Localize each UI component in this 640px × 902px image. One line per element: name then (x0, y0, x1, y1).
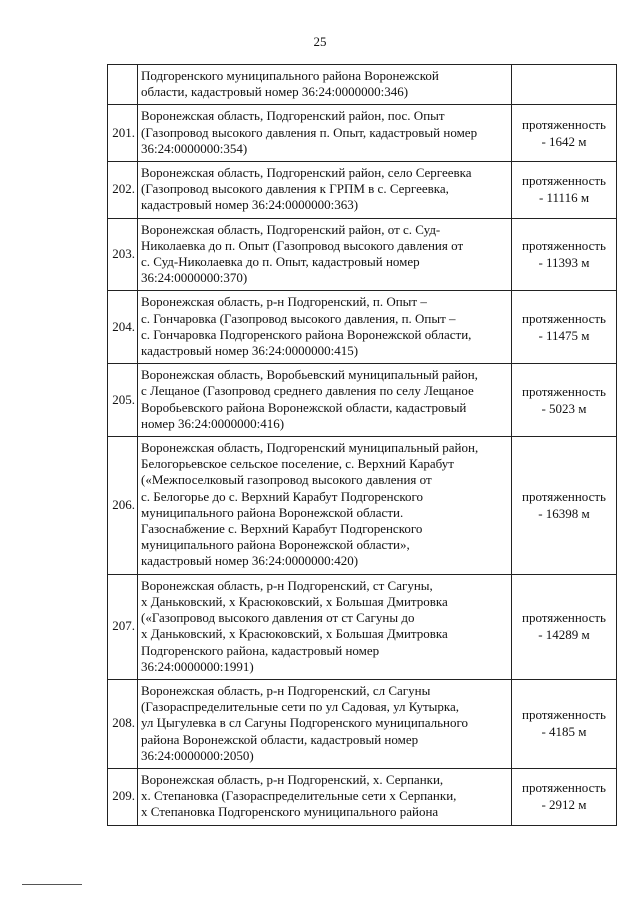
address-line: (Газопровод высокого давления п. Опыт, кадастровый номер (141, 124, 478, 140)
address-cell (138, 574, 512, 679)
row-number: 206. (108, 437, 138, 575)
length-label: протяженность (522, 383, 606, 399)
address-line: Воронежская область, Подгоренский район, от с. Суд- (141, 221, 441, 237)
address-line: («Газопровод высокого давления от ст Сагуны до (141, 610, 415, 626)
address-line: Воронежская область, р-н Подгоренский, сл Сагуны (141, 682, 431, 698)
address-line: с. Гончаровка Подгоренского района Воронежской области, (141, 326, 472, 342)
address-cell (138, 768, 512, 825)
address-line: кадастровый номер 36:24:0000000:415) (141, 343, 359, 359)
address-cell (138, 162, 512, 219)
address-line: Воронежская область, Воробьевский муниципальный район, (141, 367, 478, 383)
address-line: Воронежская область, р-н Подгоренский, ст Сагуны, (141, 577, 433, 593)
length-cell (512, 65, 617, 105)
address-line: с. Суд-Николаевка до п. Опыт, кадастровый номер (141, 254, 420, 270)
table-row (108, 65, 617, 105)
address-cell (138, 364, 512, 437)
length-cell (512, 364, 617, 437)
address-line: области, кадастровый номер 36:24:0000000:346) (141, 84, 409, 100)
address-cell (138, 437, 512, 575)
row-number: 207. (108, 574, 138, 679)
address-line: Подгоренского района, кадастровый номер (141, 642, 380, 658)
table-row (108, 768, 617, 825)
length-cell (512, 291, 617, 364)
length-value: - 11475 м (538, 327, 590, 343)
row-number: 203. (108, 218, 138, 291)
address-line: х Даньковский, х Красюковский, х Большая Дмитровка (141, 626, 448, 642)
table-row (108, 291, 617, 364)
table-row (108, 437, 617, 575)
row-number: 209. (108, 768, 138, 825)
address-line: Воронежская область, р-н Подгоренский, п. Опыт – (141, 294, 427, 310)
address-line: Воробьевского района Воронежской области, кадастровый (141, 399, 467, 415)
length-value: - 1642 м (541, 133, 587, 149)
address-line: номер 36:24:0000000:416) (141, 415, 285, 431)
length-label: протяженность (522, 238, 606, 254)
address-line: района Воронежской области, кадастровый номер (141, 731, 419, 747)
registry-table (107, 64, 617, 826)
address-line: х Степановка Подгоренского муниципального района (141, 804, 439, 820)
length-label: протяженность (522, 780, 606, 796)
row-number (108, 65, 138, 105)
address-line: х. Степановка (Газораспределительные сети х Серпанки, (141, 788, 457, 804)
length-value: - 11116 м (538, 190, 590, 206)
address-cell (138, 105, 512, 162)
length-label: протяженность (522, 116, 606, 132)
registry-table-body (108, 65, 617, 826)
length-cell (512, 437, 617, 575)
address-cell (138, 291, 512, 364)
address-line: Воронежская область, Подгоренский район, село Сергеевка (141, 165, 472, 181)
address-line: ул Цыгулевка в сл Сагуны Подгоренского муниципального (141, 715, 469, 731)
length-cell (512, 574, 617, 679)
address-line: муниципального района Воронежской области. (141, 504, 404, 520)
length-label: протяженность (522, 610, 606, 626)
address-line: кадастровый номер 36:24:0000000:363) (141, 197, 359, 213)
address-line: Белогорьевское сельское поселение, с. Верхний Карабут (141, 456, 454, 472)
row-number: 201. (108, 105, 138, 162)
table-row (108, 679, 617, 768)
address-line: 36:24:0000000:1991) (141, 658, 254, 674)
address-line: кадастровый номер 36:24:0000000:420) (141, 553, 359, 569)
address-line: (Газопровод высокого давления к ГРПМ в с. Сергеевка, (141, 181, 449, 197)
address-line: с. Гончаровка (Газопровод высокого давления, п. Опыт – (141, 310, 456, 326)
address-line: (Газораспределительные сети по ул Садовая, ул Кутырка, (141, 699, 459, 715)
address-line: х Даньковский, х Красюковский, х Большая Дмитровка (141, 593, 448, 609)
length-cell (512, 768, 617, 825)
address-line: 36:24:0000000:370) (141, 270, 248, 286)
row-number: 202. (108, 162, 138, 219)
row-number: 204. (108, 291, 138, 364)
length-value: - 16398 м (538, 505, 590, 521)
address-line: Воронежская область, Подгоренский район, пос. Опыт (141, 108, 445, 124)
length-cell (512, 105, 617, 162)
length-value: - 11393 м (538, 255, 590, 271)
length-cell (512, 162, 617, 219)
length-cell (512, 218, 617, 291)
length-value: - 14289 м (538, 627, 590, 643)
length-label: протяженность (522, 488, 606, 504)
address-line: 36:24:0000000:354) (141, 140, 248, 156)
length-value: - 5023 м (541, 400, 587, 416)
table-row (108, 364, 617, 437)
address-line: Воронежская область, р-н Подгоренский, х. Серпанки, (141, 771, 444, 787)
length-label: протяженность (522, 707, 606, 723)
row-number: 208. (108, 679, 138, 768)
address-line: с Лещаное (Газопровод среднего давления по селу Лещаное (141, 383, 474, 399)
address-line: 36:24:0000000:2050) (141, 747, 254, 763)
page-number: 25 (313, 34, 327, 49)
table-row (108, 105, 617, 162)
table-row (108, 162, 617, 219)
address-line: Воронежская область, Подгоренский муниципальный район, (141, 440, 479, 456)
address-line: с. Белогорье до с. Верхний Карабут Подгоренского (141, 488, 424, 504)
address-line: («Межпоселковый газопровод высокого давления от (141, 472, 432, 488)
footer-rule (22, 884, 82, 885)
table-row (108, 574, 617, 679)
address-line: муниципального района Воронежской области», (141, 537, 410, 553)
length-value: - 4185 м (541, 724, 587, 740)
length-label: протяженность (522, 310, 606, 326)
length-value: - 2912 м (541, 797, 587, 813)
address-line: Николаевка до п. Опыт (Газопровод высокого давления от (141, 237, 464, 253)
table-row (108, 218, 617, 291)
length-label: протяженность (522, 173, 606, 189)
length-cell (512, 679, 617, 768)
address-cell (138, 65, 512, 105)
address-line: Подгоренского муниципального района Воронежской (141, 68, 439, 83)
address-cell (138, 218, 512, 291)
address-line: Газоснабжение с. Верхний Карабут Подгоренского (141, 521, 423, 537)
row-number: 205. (108, 364, 138, 437)
address-cell (138, 679, 512, 768)
